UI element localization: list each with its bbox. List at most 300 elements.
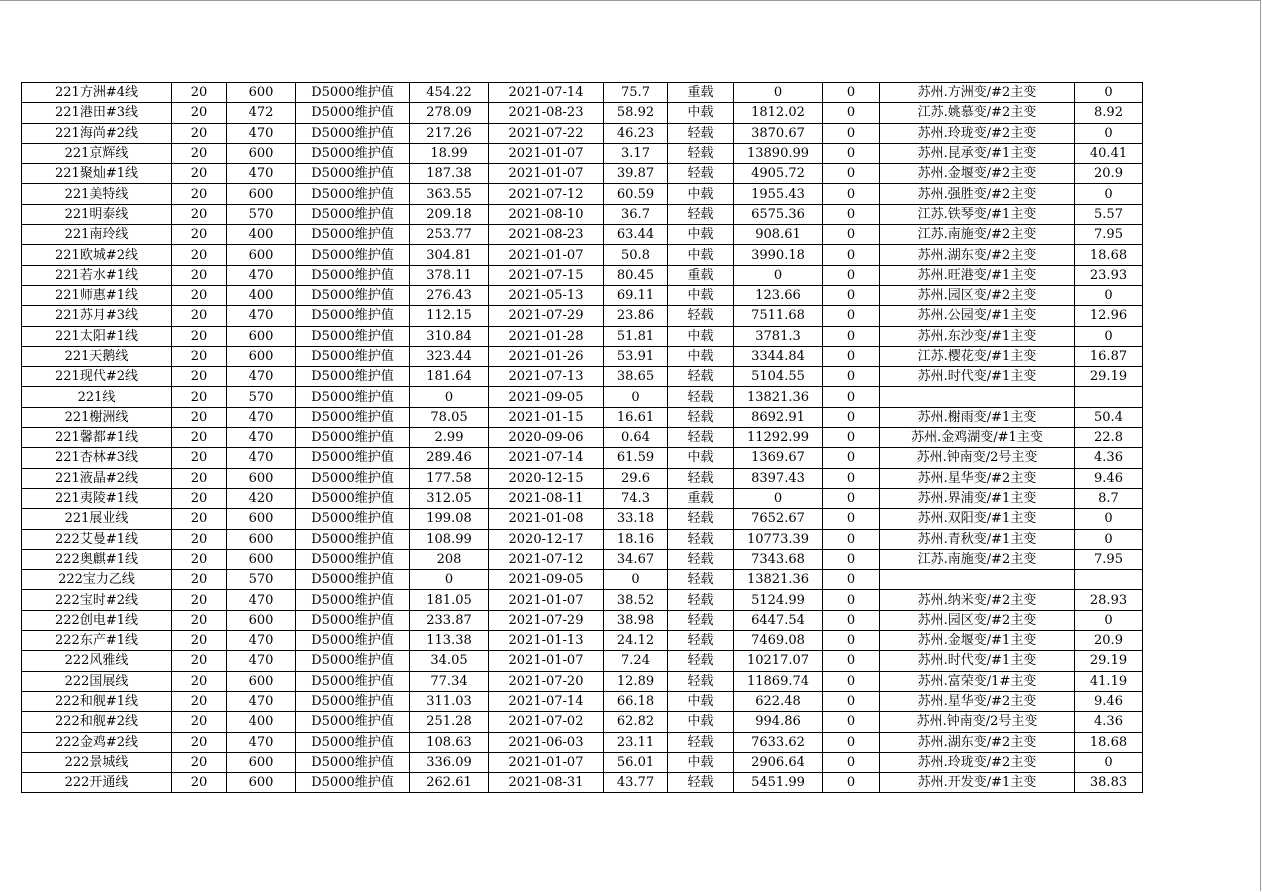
table-cell[interactable]: D5000维护值 (296, 306, 410, 326)
table-cell[interactable]: 470 (227, 306, 296, 326)
table-cell[interactable]: 0 (410, 387, 489, 407)
table-cell[interactable]: 222风雅线 (22, 651, 172, 671)
table-cell[interactable]: 470 (227, 691, 296, 711)
table-cell[interactable]: 20 (172, 164, 227, 184)
table-cell[interactable]: 0 (823, 773, 880, 793)
table-cell[interactable]: 29.6 (604, 468, 668, 488)
table-cell[interactable]: 0 (823, 326, 880, 346)
table-cell[interactable]: 轻载 (668, 549, 734, 569)
table-cell[interactable]: 中载 (668, 245, 734, 265)
table-cell[interactable]: 69.11 (604, 285, 668, 305)
table-cell[interactable]: 221方洲#4线 (22, 83, 172, 103)
table-cell[interactable]: 13821.36 (734, 387, 823, 407)
table-cell[interactable]: 5124.99 (734, 590, 823, 610)
table-cell[interactable]: 中载 (668, 691, 734, 711)
table-cell[interactable]: 108.99 (410, 529, 489, 549)
table-cell[interactable]: 20 (172, 407, 227, 427)
table-cell[interactable]: 轻载 (668, 773, 734, 793)
table-cell[interactable]: 221天鹅线 (22, 346, 172, 366)
table-cell[interactable]: 222金鸡#2线 (22, 732, 172, 752)
table-cell[interactable]: 20.9 (1075, 631, 1143, 651)
table-cell[interactable]: 5451.99 (734, 773, 823, 793)
table-cell[interactable]: 20 (172, 225, 227, 245)
table-cell[interactable]: 轻载 (668, 610, 734, 630)
table-cell[interactable]: 0 (823, 346, 880, 366)
table-cell[interactable]: 12.96 (1075, 306, 1143, 326)
table-cell[interactable]: 400 (227, 712, 296, 732)
table-cell[interactable]: 苏州.时代变/#1主变 (880, 651, 1075, 671)
table-cell[interactable]: 2021-08-23 (489, 103, 604, 123)
table-cell[interactable]: 苏州.园区变/#2主变 (880, 285, 1075, 305)
table-cell[interactable]: 222奥麒#1线 (22, 549, 172, 569)
table-cell[interactable]: 221港田#3线 (22, 103, 172, 123)
table-cell[interactable]: D5000维护值 (296, 529, 410, 549)
table-cell[interactable]: 2020-12-15 (489, 468, 604, 488)
table-cell[interactable]: 20 (172, 184, 227, 204)
table-cell[interactable]: 470 (227, 631, 296, 651)
table-cell[interactable]: 66.18 (604, 691, 668, 711)
table-cell[interactable]: 222创电#1线 (22, 610, 172, 630)
table-cell[interactable]: 600 (227, 529, 296, 549)
table-cell[interactable]: 600 (227, 773, 296, 793)
table-cell[interactable]: 7343.68 (734, 549, 823, 569)
table-cell[interactable]: 2021-01-07 (489, 590, 604, 610)
table-cell[interactable]: 2021-08-10 (489, 204, 604, 224)
table-cell[interactable]: 60.59 (604, 184, 668, 204)
table-cell[interactable]: 4.36 (1075, 448, 1143, 468)
table-cell[interactable]: D5000维护值 (296, 387, 410, 407)
table-cell[interactable]: 苏州.星华变/#2主变 (880, 468, 1075, 488)
table-cell[interactable]: 38.65 (604, 367, 668, 387)
table-cell[interactable]: 38.52 (604, 590, 668, 610)
table-cell[interactable] (880, 570, 1075, 590)
table-cell[interactable]: 470 (227, 732, 296, 752)
table-cell[interactable]: 209.18 (410, 204, 489, 224)
table-cell[interactable]: 苏州.时代变/#1主变 (880, 367, 1075, 387)
table-cell[interactable]: D5000维护值 (296, 285, 410, 305)
table-cell[interactable]: 187.38 (410, 164, 489, 184)
table-cell[interactable]: 181.05 (410, 590, 489, 610)
table-cell[interactable]: 199.08 (410, 509, 489, 529)
table-cell[interactable]: 2021-07-13 (489, 367, 604, 387)
table-cell[interactable]: 108.63 (410, 732, 489, 752)
table-cell[interactable]: 2021-08-23 (489, 225, 604, 245)
table-cell[interactable]: 470 (227, 651, 296, 671)
table-cell[interactable]: D5000维护值 (296, 732, 410, 752)
table-cell[interactable]: 20 (172, 570, 227, 590)
table-cell[interactable]: 221南玲线 (22, 225, 172, 245)
table-cell[interactable]: 轻载 (668, 590, 734, 610)
table-cell[interactable]: 2020-12-17 (489, 529, 604, 549)
table-cell[interactable]: 289.46 (410, 448, 489, 468)
table-cell[interactable]: 20 (172, 285, 227, 305)
table-cell[interactable]: 454.22 (410, 83, 489, 103)
table-cell[interactable]: 600 (227, 326, 296, 346)
table-cell[interactable]: 苏州.青秋变/#1主变 (880, 529, 1075, 549)
table-cell[interactable]: 9.46 (1075, 468, 1143, 488)
table-cell[interactable]: 轻载 (668, 428, 734, 448)
table-cell[interactable]: 苏州.钟南变/2号主变 (880, 448, 1075, 468)
table-cell[interactable]: D5000维护值 (296, 143, 410, 163)
table-cell[interactable]: 20 (172, 651, 227, 671)
table-cell[interactable]: D5000维护值 (296, 164, 410, 184)
table-cell[interactable]: 80.45 (604, 265, 668, 285)
table-cell[interactable]: 600 (227, 468, 296, 488)
table-cell[interactable]: 13821.36 (734, 570, 823, 590)
table-cell[interactable]: 6575.36 (734, 204, 823, 224)
table-cell[interactable]: 221液晶#2线 (22, 468, 172, 488)
table-cell[interactable]: 20 (172, 631, 227, 651)
table-cell[interactable]: 2021-01-07 (489, 245, 604, 265)
table-cell[interactable]: D5000维护值 (296, 184, 410, 204)
table-cell[interactable]: D5000维护值 (296, 712, 410, 732)
table-cell[interactable]: 600 (227, 671, 296, 691)
table-cell[interactable]: 11292.99 (734, 428, 823, 448)
table-cell[interactable]: 0 (1075, 83, 1143, 103)
table-cell[interactable]: 轻载 (668, 529, 734, 549)
table-cell[interactable]: 2021-01-07 (489, 143, 604, 163)
table-cell[interactable]: 20 (172, 732, 227, 752)
table-cell[interactable]: 23.11 (604, 732, 668, 752)
table-cell[interactable]: 江苏.樱花变/#1主变 (880, 346, 1075, 366)
table-cell[interactable]: 221明泰线 (22, 204, 172, 224)
table-cell[interactable]: 0 (823, 691, 880, 711)
table-cell[interactable]: 0 (823, 610, 880, 630)
table-cell[interactable]: 2021-01-08 (489, 509, 604, 529)
table-cell[interactable]: 312.05 (410, 488, 489, 508)
table-cell[interactable]: 20 (172, 265, 227, 285)
table-cell[interactable]: D5000维护值 (296, 245, 410, 265)
table-cell[interactable]: 276.43 (410, 285, 489, 305)
table-cell[interactable]: 0 (1075, 752, 1143, 772)
table-cell[interactable]: 2021-05-13 (489, 285, 604, 305)
table-cell[interactable]: D5000维护值 (296, 610, 410, 630)
table-cell[interactable]: 轻载 (668, 387, 734, 407)
table-cell[interactable]: 重载 (668, 265, 734, 285)
table-cell[interactable]: 278.09 (410, 103, 489, 123)
table-cell[interactable]: 0 (823, 509, 880, 529)
table-cell[interactable]: 221苏月#3线 (22, 306, 172, 326)
table-cell[interactable]: 江苏.铁琴变/#1主变 (880, 204, 1075, 224)
table-cell[interactable]: 0 (823, 651, 880, 671)
table-cell[interactable] (1075, 387, 1143, 407)
table-cell[interactable]: 20 (172, 691, 227, 711)
table-cell[interactable]: 600 (227, 509, 296, 529)
table-cell[interactable]: 18.68 (1075, 245, 1143, 265)
table-cell[interactable]: 56.01 (604, 752, 668, 772)
table-cell[interactable]: 908.61 (734, 225, 823, 245)
table-cell[interactable]: D5000维护值 (296, 651, 410, 671)
table-cell[interactable]: 600 (227, 143, 296, 163)
table-cell[interactable]: 0 (823, 407, 880, 427)
table-cell[interactable]: 222和舰#1线 (22, 691, 172, 711)
table-cell[interactable]: 43.77 (604, 773, 668, 793)
table-cell[interactable]: D5000维护值 (296, 509, 410, 529)
table-cell[interactable]: 苏州.金鸡湖变/#1主变 (880, 428, 1075, 448)
table-cell[interactable]: 2021-07-14 (489, 448, 604, 468)
table-cell[interactable]: 29.19 (1075, 367, 1143, 387)
table-cell[interactable]: 570 (227, 204, 296, 224)
table-cell[interactable]: 轻载 (668, 468, 734, 488)
table-cell[interactable]: 18.68 (1075, 732, 1143, 752)
table-cell[interactable]: 6447.54 (734, 610, 823, 630)
table-cell[interactable]: 中载 (668, 752, 734, 772)
table-cell[interactable]: 0 (1075, 326, 1143, 346)
table-cell[interactable]: 3781.3 (734, 326, 823, 346)
table-cell[interactable]: 20 (172, 326, 227, 346)
table-cell[interactable]: 0 (823, 590, 880, 610)
table-cell[interactable]: 63.44 (604, 225, 668, 245)
table-cell[interactable]: D5000维护值 (296, 103, 410, 123)
table-cell[interactable]: 20 (172, 752, 227, 772)
table-cell[interactable]: 18.16 (604, 529, 668, 549)
table-cell[interactable]: 苏州.钟南变/2号主变 (880, 712, 1075, 732)
table-cell[interactable]: 23.86 (604, 306, 668, 326)
table-cell[interactable]: 0 (1075, 509, 1143, 529)
table-cell[interactable]: 苏州.公园变/#1主变 (880, 306, 1075, 326)
table-cell[interactable]: 2021-07-22 (489, 123, 604, 143)
table-cell[interactable]: 20 (172, 549, 227, 569)
table-cell[interactable]: D5000维护值 (296, 123, 410, 143)
table-cell[interactable]: 600 (227, 83, 296, 103)
table-cell[interactable]: D5000维护值 (296, 468, 410, 488)
table-cell[interactable]: 622.48 (734, 691, 823, 711)
table-cell[interactable]: 221海尚#2线 (22, 123, 172, 143)
table-cell[interactable]: 轻载 (668, 631, 734, 651)
table-cell[interactable]: 20 (172, 83, 227, 103)
table-cell[interactable]: D5000维护值 (296, 326, 410, 346)
table-cell[interactable]: 2021-07-29 (489, 306, 604, 326)
table-cell[interactable]: 38.83 (1075, 773, 1143, 793)
table-cell[interactable]: 570 (227, 387, 296, 407)
table-cell[interactable]: 177.58 (410, 468, 489, 488)
table-cell[interactable]: 181.64 (410, 367, 489, 387)
table-cell[interactable]: 222国展线 (22, 671, 172, 691)
table-cell[interactable]: 3870.67 (734, 123, 823, 143)
table-cell[interactable]: 46.23 (604, 123, 668, 143)
table-cell[interactable]: D5000维护值 (296, 631, 410, 651)
table-cell[interactable]: 中载 (668, 326, 734, 346)
table-cell[interactable]: 470 (227, 448, 296, 468)
table-cell[interactable]: 470 (227, 123, 296, 143)
table-cell[interactable]: 123.66 (734, 285, 823, 305)
table-cell[interactable]: 221欧城#2线 (22, 245, 172, 265)
table-cell[interactable]: 苏州.金堰变/#1主变 (880, 631, 1075, 651)
table-cell[interactable]: 61.59 (604, 448, 668, 468)
table-cell[interactable]: 600 (227, 346, 296, 366)
table-cell[interactable]: D5000维护值 (296, 428, 410, 448)
table-cell[interactable]: 1955.43 (734, 184, 823, 204)
table-cell[interactable]: 2021-08-11 (489, 488, 604, 508)
table-cell[interactable]: D5000维护值 (296, 448, 410, 468)
table-cell[interactable]: 2020-09-06 (489, 428, 604, 448)
table-cell[interactable]: D5000维护值 (296, 367, 410, 387)
table-cell[interactable]: D5000维护值 (296, 265, 410, 285)
table-cell[interactable]: 222开通线 (22, 773, 172, 793)
table-cell[interactable]: 0 (823, 468, 880, 488)
table-cell[interactable]: D5000维护值 (296, 570, 410, 590)
table-cell[interactable]: 0 (823, 123, 880, 143)
table-cell[interactable]: 2021-06-03 (489, 732, 604, 752)
table-cell[interactable]: 5104.55 (734, 367, 823, 387)
table-cell[interactable]: 苏州.星华变/#2主变 (880, 691, 1075, 711)
table-cell[interactable]: 221太阳#1线 (22, 326, 172, 346)
table-cell[interactable]: 22.8 (1075, 428, 1143, 448)
table-cell[interactable]: 0 (823, 448, 880, 468)
table-cell[interactable]: D5000维护值 (296, 225, 410, 245)
table-cell[interactable]: 轻载 (668, 143, 734, 163)
table-cell[interactable]: 113.38 (410, 631, 489, 651)
table-cell[interactable]: 苏州.湖东变/#2主变 (880, 732, 1075, 752)
table-cell[interactable]: 600 (227, 549, 296, 569)
table-cell[interactable]: 20 (172, 143, 227, 163)
table-cell[interactable]: 2021-07-29 (489, 610, 604, 630)
table-cell[interactable]: 470 (227, 407, 296, 427)
table-cell[interactable]: 24.12 (604, 631, 668, 651)
table-cell[interactable]: 8.7 (1075, 488, 1143, 508)
table-cell[interactable] (880, 387, 1075, 407)
table-cell[interactable]: 2021-01-07 (489, 651, 604, 671)
table-cell[interactable]: 470 (227, 265, 296, 285)
table-cell[interactable]: 2021-07-14 (489, 83, 604, 103)
table-cell[interactable]: 苏州.园区变/#2主变 (880, 610, 1075, 630)
table-cell[interactable]: 221展业线 (22, 509, 172, 529)
table-cell[interactable]: 苏州.方洲变/#2主变 (880, 83, 1075, 103)
table-cell[interactable]: 221杏林#3线 (22, 448, 172, 468)
table-cell[interactable]: 中载 (668, 346, 734, 366)
table-cell[interactable]: 600 (227, 752, 296, 772)
table-cell[interactable]: 轻载 (668, 123, 734, 143)
table-cell[interactable]: 16.61 (604, 407, 668, 427)
table-cell[interactable]: D5000维护值 (296, 346, 410, 366)
table-cell[interactable]: 74.3 (604, 488, 668, 508)
table-cell[interactable]: 39.87 (604, 164, 668, 184)
table-cell[interactable]: 600 (227, 184, 296, 204)
table-cell[interactable]: 0.64 (604, 428, 668, 448)
table-cell[interactable]: 50.4 (1075, 407, 1143, 427)
table-cell[interactable]: 苏州.纳米变/#2主变 (880, 590, 1075, 610)
table-cell[interactable]: 0 (823, 712, 880, 732)
table-cell[interactable]: D5000维护值 (296, 590, 410, 610)
table-cell[interactable]: 75.7 (604, 83, 668, 103)
table-cell[interactable]: 323.44 (410, 346, 489, 366)
table-cell[interactable]: 0 (823, 732, 880, 752)
table-cell[interactable]: 2021-07-12 (489, 184, 604, 204)
table-cell[interactable]: 470 (227, 590, 296, 610)
table-cell[interactable]: 62.82 (604, 712, 668, 732)
table-cell[interactable]: 0 (1075, 285, 1143, 305)
table-cell[interactable]: 2021-07-02 (489, 712, 604, 732)
table-cell[interactable]: 2.99 (410, 428, 489, 448)
table-cell[interactable]: 20 (172, 509, 227, 529)
table-cell[interactable]: 34.67 (604, 549, 668, 569)
table-cell[interactable]: 33.18 (604, 509, 668, 529)
table-cell[interactable]: 20 (172, 306, 227, 326)
table-cell[interactable]: 0 (823, 245, 880, 265)
table-cell[interactable]: 222东产#1线 (22, 631, 172, 651)
table-cell[interactable]: 7652.67 (734, 509, 823, 529)
table-cell[interactable]: 中载 (668, 225, 734, 245)
table-cell[interactable]: 23.93 (1075, 265, 1143, 285)
table-cell[interactable]: 轻载 (668, 204, 734, 224)
table-cell[interactable]: 0 (823, 143, 880, 163)
table-cell[interactable]: D5000维护值 (296, 773, 410, 793)
table-cell[interactable]: 20.9 (1075, 164, 1143, 184)
table-cell[interactable]: 2021-09-05 (489, 387, 604, 407)
table-cell[interactable]: 53.91 (604, 346, 668, 366)
table-cell[interactable]: 304.81 (410, 245, 489, 265)
table-cell[interactable]: 0 (823, 164, 880, 184)
table-cell[interactable]: 221现代#2线 (22, 367, 172, 387)
table-cell[interactable]: 10773.39 (734, 529, 823, 549)
table-cell[interactable]: 222艾曼#1线 (22, 529, 172, 549)
table-cell[interactable]: 苏州.昆承变/#1主变 (880, 143, 1075, 163)
table-cell[interactable]: 苏州.榭雨变/#1主变 (880, 407, 1075, 427)
table-cell[interactable]: 251.28 (410, 712, 489, 732)
table-cell[interactable]: 50.8 (604, 245, 668, 265)
table-cell[interactable]: 262.61 (410, 773, 489, 793)
table-cell[interactable]: 7.95 (1075, 549, 1143, 569)
table-cell[interactable]: 2021-07-20 (489, 671, 604, 691)
table-cell[interactable]: 420 (227, 488, 296, 508)
table-cell[interactable]: 0 (823, 367, 880, 387)
table-cell[interactable]: 7469.08 (734, 631, 823, 651)
table-cell[interactable]: 20 (172, 428, 227, 448)
table-cell[interactable]: 0 (823, 428, 880, 448)
table-cell[interactable]: 轻载 (668, 164, 734, 184)
table-cell[interactable]: 2021-07-15 (489, 265, 604, 285)
table-cell[interactable]: 600 (227, 245, 296, 265)
table-cell[interactable]: 20 (172, 346, 227, 366)
table-cell[interactable]: 221夷陵#1线 (22, 488, 172, 508)
table-cell[interactable]: 轻载 (668, 732, 734, 752)
table-cell[interactable]: 570 (227, 570, 296, 590)
table-cell[interactable]: 8397.43 (734, 468, 823, 488)
table-cell[interactable]: 2021-01-13 (489, 631, 604, 651)
table-cell[interactable]: 0 (823, 529, 880, 549)
table-cell[interactable]: 江苏.姚慕变/#2主变 (880, 103, 1075, 123)
table-cell[interactable]: 16.87 (1075, 346, 1143, 366)
table-cell[interactable]: 0 (410, 570, 489, 590)
table-cell[interactable]: 中载 (668, 448, 734, 468)
table-cell[interactable]: 221馨都#1线 (22, 428, 172, 448)
table-cell[interactable]: 208 (410, 549, 489, 569)
table-cell[interactable]: 20 (172, 529, 227, 549)
table-cell[interactable]: 苏州.界浦变/#1主变 (880, 488, 1075, 508)
table-cell[interactable]: 51.81 (604, 326, 668, 346)
table-cell[interactable]: 12.89 (604, 671, 668, 691)
table-cell[interactable]: 77.34 (410, 671, 489, 691)
table-cell[interactable]: 311.03 (410, 691, 489, 711)
table-cell[interactable]: 222和舰#2线 (22, 712, 172, 732)
table-cell[interactable]: D5000维护值 (296, 691, 410, 711)
table-cell[interactable]: 78.05 (410, 407, 489, 427)
table-cell[interactable]: 4905.72 (734, 164, 823, 184)
table-cell[interactable]: 2021-07-12 (489, 549, 604, 569)
table-cell[interactable]: D5000维护值 (296, 549, 410, 569)
table-cell[interactable]: 20 (172, 671, 227, 691)
table-cell[interactable]: 600 (227, 610, 296, 630)
table-cell[interactable]: 轻载 (668, 407, 734, 427)
table-cell[interactable]: 苏州.旺港变/#1主变 (880, 265, 1075, 285)
table-cell[interactable]: 36.7 (604, 204, 668, 224)
table-cell[interactable]: 253.77 (410, 225, 489, 245)
table-cell[interactable]: 重载 (668, 488, 734, 508)
table-cell[interactable]: 4.36 (1075, 712, 1143, 732)
table-cell[interactable]: D5000维护值 (296, 407, 410, 427)
table-cell[interactable]: 20 (172, 367, 227, 387)
table-cell[interactable]: 400 (227, 225, 296, 245)
